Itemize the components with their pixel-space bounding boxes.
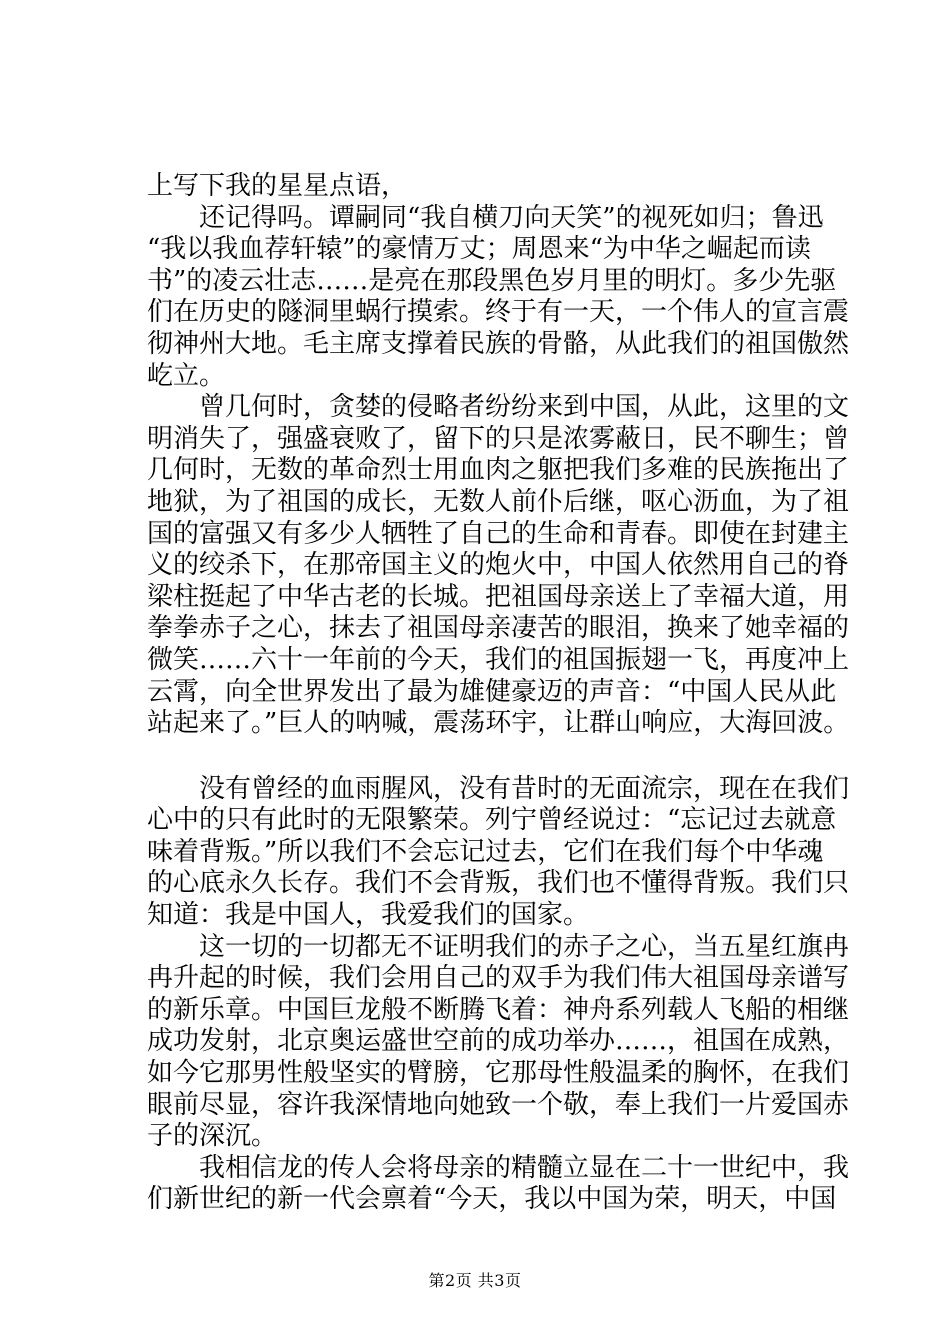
page-footer: 第2页 共3页 [428,1271,522,1290]
text-line: 书”的凌云壮志……是亮在那段黑色岁月里的明灯。多少先驱 [147,265,837,296]
text-line: 还记得吗。谭嗣同“我自横刀向天笑”的视死如归；鲁迅 [147,202,824,233]
text-line: 梁柱挺起了中华古老的长城。把祖国母亲送上了幸福大道，用 [147,581,850,612]
text-line: 屹立。 [147,360,226,391]
text-line: 的新乐章。中国巨龙般不断腾飞着：神舟系列载人飞船的相继 [147,994,850,1025]
text-line: 心中的只有此时的无限繁荣。列宁曾经说过：“忘记过去就意 [147,805,837,836]
text-line: 彻神州大地。毛主席支撑着民族的骨骼，从此我们的祖国傲然 [147,328,850,359]
text-line: 微笑……六十一年前的今天，我们的祖国振翅一飞，再度冲上 [147,644,850,675]
text-line: 这一切的一切都无不证明我们的赤子之心，当五星红旗冉 [147,931,850,962]
text-line: 云霄，向全世界发出了最为雄健豪迈的声音：“中国人民从此 [147,676,837,707]
text-line: 我相信龙的传人会将母亲的精髓立显在二十一世纪中，我 [147,1152,850,1183]
text-line: 几何时，无数的革命烈士用血肉之躯把我们多难的民族拖出了 [147,455,850,486]
text-line: 们新世纪的新一代会禀着“今天，我以中国为荣，明天，中国 [147,1184,837,1215]
text-line: 拳拳赤子之心，抹去了祖国母亲凄苦的眼泪，换来了她幸福的 [147,613,850,644]
text-line: 的心底永久长存。我们不会背叛，我们也不懂得背叛。我们只 [147,868,850,899]
text-line: 们在历史的隧洞里蜗行摸索。终于有一天，一个伟人的宣言震 [147,297,850,328]
text-line: 义的绞杀下，在那帝国主义的炮火中，中国人依然用自己的脊 [147,550,850,581]
body-text [147,171,850,1216]
text-line: 上写下我的星星点语， [147,171,408,201]
text-line: 味着背叛。”所以我们不会忘记过去，它们在我们每个中华魂 [147,836,824,867]
text-line: 曾几何时，贪婪的侵略者纷纷来到中国，从此，这里的文 [147,392,850,423]
text-line: 没有曾经的血雨腥风，没有昔时的无面流宗，现在在我们 [147,773,850,804]
text-line: 如今它那男性般坚实的臂膀，它那母性般温柔的胸怀，在我们 [147,1058,850,1089]
text-line: 成功发射，北京奥运盛世空前的成功举办……，祖国在成熟， [147,1026,850,1057]
text-line: “我以我血荐轩辕”的豪情万丈；周恩来“为中华之崛起而读 [147,234,811,265]
text-line: 站起来了。”巨人的呐喊，震荡环宇，让群山响应，大海回波。 [147,708,850,739]
text-line [147,740,847,774]
text-line: 明消失了，强盛衰败了，留下的只是浓雾蔽日，民不聊生；曾 [147,423,850,454]
text-line: 地狱，为了祖国的成长，无数人前仆后继，呕心沥血，为了祖 [147,486,850,517]
text-line: 子的深沉。 [147,1121,278,1152]
text-line: 眼前尽显，容许我深情地向她致一个敬，奉上我们一片爱国赤 [147,1089,850,1120]
text-line: 知道：我是中国人，我爱我们的国家。 [147,900,590,931]
text-line: 国的富强又有多少人牺牲了自己的生命和青春。即使在封建主 [147,518,850,549]
text-line: 冉升起的时候，我们会用自己的双手为我们伟大祖国母亲谱写 [147,963,850,994]
